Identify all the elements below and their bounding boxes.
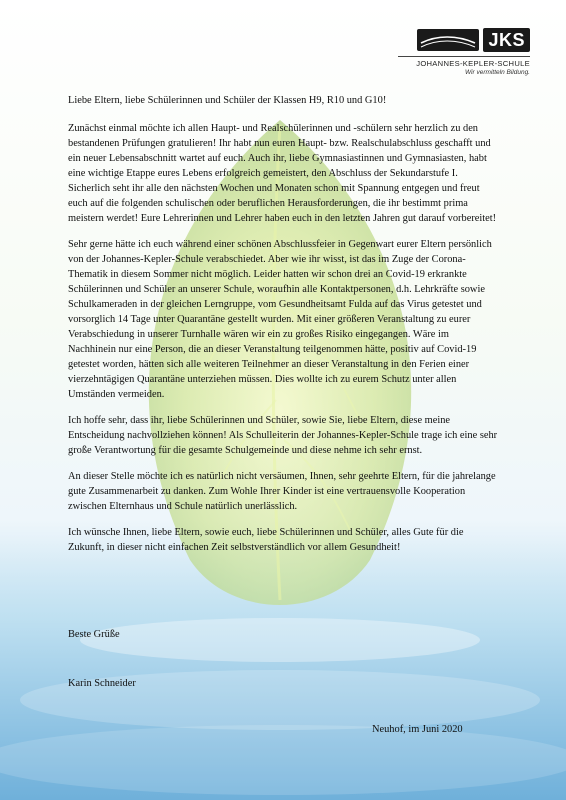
school-logo	[398, 27, 530, 76]
letter-body	[68, 93, 498, 566]
book-wave-icon	[417, 27, 479, 53]
letter-paragraph: Sehr gerne hätte ich euch während einer schönen Abschlussfeier in Gegenwart eurer Eltern persönlich von der Johannes-Kepler-Schule verabschiedet. Aber wie ihr wisst, ist das im Zuge der Corona-Thematik in diesem Sommer nicht möglich. Leider hatten wir schon drei an Covid-19 erkrankte Schülerinnen und Schüler an unserer Schule, woraufhin alle Kontaktpersonen, d.h. Lehrkräfte sowie Schulkameraden in der gleichen Lerngruppe, vom Gesundheitsamt Fulda auf das Virus getestet und vorsorglich 14 Tage unter Quarantäne gestellt wurden. Mit einer größeren Veranstaltung zu eurer Verabschiedung in unserer Turnhalle wären wir ein zu großes Risiko eingegangen. Wäre im Nachhinein nur eine Person, die an dieser Veranstaltung teilgenommen hätte, positiv auf Covid-19 getestet worden, hätten sich alle weiteren Teilnehmer an dieser Veranstaltung in den Ferien einer vierzehntägigen Quarantäne unterziehen müssen. Dies wollte ich zu eurem Schutz unter allen Umständen vermeiden.	[68, 239, 492, 400]
logo-slogan: Wir vermitteln Bildung.	[465, 69, 530, 76]
logo-initials: JKS	[483, 28, 530, 52]
letter-paragraph: Zunächst einmal möchte ich allen Haupt- und Realschülerinnen und -schülern sehr herzlich zu den bestandenen Prüfungen gratulieren! Ihr habt nun euren Haupt- bzw. Realschulabschluss geschafft und ein neuer Lebensabschnitt wartet auf euch. Auch ihr, liebe Gymnasiastinnen und Gymnasiasten, habt eine wichtige Etappe eures Lebens erfolgreich gemeistert, den Abschluss der Sekundarstufe I. Sicherlich seht ihr alle den nächsten Wochen und Monaten schon mit Spannung entgegen und freut euch auf die folgenden schulischen oder beruflichen Herausforderungen, die ihr bestimmt prima meistern werdet! Eure Lehrerinnen und Lehrer haben euch in den letzten Jahren gut darauf vorbereitet!	[68, 123, 497, 224]
letter-place-date: Neuhof, im Juni 2020	[372, 724, 463, 735]
logo-school-name: JOHANNES-KEPLER-SCHULE	[398, 56, 530, 68]
letter-signature: Karin Schneider	[68, 678, 136, 689]
letter-paragraph: Ich wünsche Ihnen, liebe Eltern, sowie euch, liebe Schülerinnen und Schüler, alles Gute für die Zukunft, in dieser nicht einfachen Zeit selbstverständlich vor allem Gesundheit!	[68, 527, 464, 553]
letter-greeting: Liebe Eltern, liebe Schülerinnen und Schüler der Klassen H9, R10 und G10!	[68, 95, 387, 106]
letter-paragraph: Ich hoffe sehr, dass ihr, liebe Schülerinnen und Schüler, sowie Sie, liebe Eltern, diese meine Entscheidung nachvollziehen können! Als Schulleiterin der Johannes-Kepler-Schule trage ich eine sehr große Verantwortung für die gesamte Schulgemeinde und diese nehme ich sehr ernst.	[68, 415, 498, 456]
letter-closing: Beste Grüße	[68, 629, 120, 640]
letter-paragraph: An dieser Stelle möchte ich es natürlich nicht versäumen, Ihnen, sehr geehrte Eltern, für die jahrelange gute Zusammenarbeit zu danken. Zum Wohle Ihrer Kinder ist eine vertrauensvolle Kooperation zwischen Elternhaus und Schule natürlich unerlässlich.	[68, 471, 496, 512]
